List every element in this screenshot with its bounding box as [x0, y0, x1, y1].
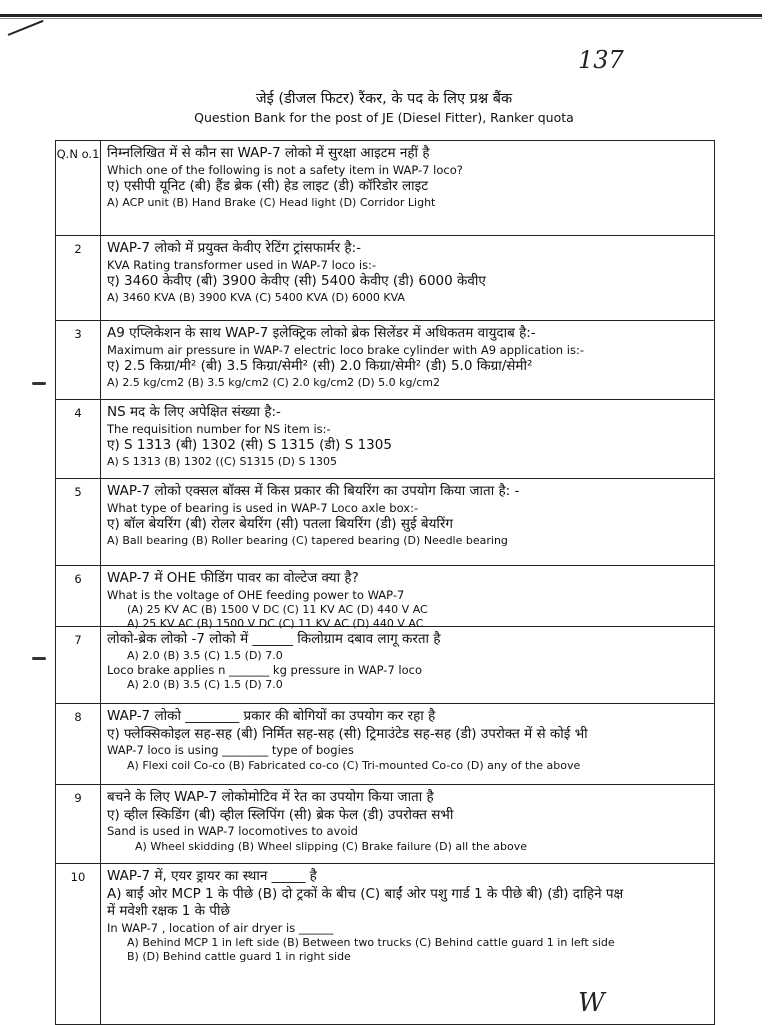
question-row [56, 478, 714, 565]
question-number: 5 [56, 479, 101, 565]
question-line: बचने के लिए WAP-7 लोकोमोटिव में रेत का उपयोग किया जाता है [107, 789, 434, 805]
question-content [101, 479, 714, 565]
question-row [56, 703, 714, 784]
punch-mark [32, 657, 46, 660]
question-line: ए) व्हील स्किडिंग (बी) व्हील स्लिपिंग (सी) ब्रेक फेल (डी) उपरोक्त सभी [107, 806, 454, 823]
question-line: A) Wheel skidding (B) Wheel slipping (C) Brake failure (D) all the above [135, 839, 527, 853]
question-line: ए) बॉल बेयरिंग (बी) रोलर बेयरिंग (सी) पतला बियरिंग (डी) सुई बेयरिंग [107, 516, 454, 532]
question-line: A) S 1313 (B) 1302 ((C) S1315 (D) S 1305 [107, 454, 337, 468]
question-number: 6 [56, 566, 101, 626]
question-line: A) 2.0 (B) 3.5 (C) 1.5 (D) 7.0 [127, 678, 283, 691]
question-number: 2 [56, 236, 101, 320]
question-number: 3 [56, 321, 101, 399]
question-line: WAP-7 में OHE फीडिंग पावर का वोल्टेज क्या है? [107, 570, 359, 586]
question-line: A9 एप्लिकेशन के साथ WAP-7 इलेक्ट्रिक लोको ब्रेक सिलेंडर में अधिकतम वायुदाब है:- [107, 325, 536, 341]
question-row [56, 235, 714, 320]
question-line: WAP-7 लोको एक्सल बॉक्स में किस प्रकार की बियरिंग का उपयोग किया जाता है: - [107, 483, 520, 499]
question-content [101, 704, 714, 784]
question-content [101, 864, 714, 1024]
question-number: 7 [56, 627, 101, 703]
question-line: A) ACP unit (B) Hand Brake (C) Head light (D) Corridor Light [107, 195, 436, 209]
question-line: WAP-7 में, एयर ड्रायर का स्थान _____ है [107, 868, 317, 884]
page-number: 137 [578, 46, 624, 74]
question-line: A) 25 KV AC (B) 1500 V DC (C) 11 KV AC (D) 440 V AC [127, 617, 424, 630]
question-line: निम्नलिखित में से कौन सा WAP-7 लोको में सुरक्षा आइटम नहीं है [107, 145, 430, 161]
question-line: B) (D) Behind cattle guard 1 in right side [127, 950, 351, 963]
question-content [101, 400, 714, 478]
pen-mark [8, 20, 44, 36]
question-line: में मवेशी रक्षक 1 के पीछे [107, 903, 230, 919]
question-number: 4 [56, 400, 101, 478]
question-line: ए) फ्लेक्सिकोइल सह-सह (बी) निर्मित सह-सह (सी) ट्रिमाउंटेड सह-सह (डी) उपरोक्त में से कोई भी [107, 725, 588, 742]
question-content [101, 321, 714, 399]
question-line: A) 3460 KVA (B) 3900 KVA (C) 5400 KVA (D) 6000 KVA [107, 290, 405, 304]
question-line: Sand is used in WAP-7 locomotives to avoid [107, 824, 358, 838]
question-line: WAP-7 लोको में प्रयुक्त केवीए रेटिंग ट्रांसफार्मर है:- [107, 240, 361, 256]
question-row [56, 565, 714, 630]
question-line: Loco brake applies n _______ kg pressure in WAP-7 loco [107, 662, 423, 677]
question-content [101, 141, 714, 235]
question-line: (A) 25 KV AC (B) 1500 V DC (C) 11 KV AC (D) 440 V AC [127, 603, 428, 616]
question-line: ए) 3460 केवीए (बी) 3900 केवीए (सी) 5400 केवीए (डी) 6000 केवीए [107, 273, 486, 289]
question-line: NS मद के लिए अपेक्षित संख्या है:- [107, 404, 281, 420]
title-hindi: जेई (डीजल फिटर) रैंकर, के पद के लिए प्रश्न बैंक [255, 91, 513, 107]
question-line: A) Ball bearing (B) Roller bearing (C) tapered bearing (D) Needle bearing [107, 533, 508, 547]
question-row [56, 784, 714, 863]
question-content [101, 566, 714, 630]
signature: W [578, 988, 605, 1018]
question-row [56, 626, 714, 703]
punch-mark [32, 382, 46, 385]
question-line: KVA Rating transformer used in WAP-7 loco is:- [107, 257, 377, 272]
top-border-line-2 [0, 18, 762, 19]
question-line: What type of bearing is used in WAP-7 Loco axle box:- [107, 500, 419, 515]
question-line: ए) 2.5 किग्रा/मी² (बी) 3.5 किग्रा/सेमी² (सी) 2.0 किग्रा/सेमी² (डी) 5.0 किग्रा/सेमी² [107, 358, 533, 374]
question-content [101, 785, 714, 863]
question-line: A) बाईं ओर MCP 1 के पीछे (B) दो ट्रकों के बीच (C) बाईं ओर पशु गार्ड 1 के पीछे बी) (डी) दाहिने पक्ष [107, 885, 624, 902]
question-row [56, 141, 714, 235]
question-line: A) 2.0 (B) 3.5 (C) 1.5 (D) 7.0 [127, 648, 283, 662]
question-line: What is the voltage of OHE feeding power to WAP-7 [107, 587, 405, 602]
question-row [56, 320, 714, 399]
question-line: ए) एसीपी यूनिट (बी) हैंड ब्रेक (सी) हेड लाइट (डी) कॉरिडोर लाइट [107, 178, 429, 194]
question-row [56, 399, 714, 478]
question-line: A) Behind MCP 1 in left side (B) Between two trucks (C) Behind cattle guard 1 in left side [127, 936, 615, 949]
question-row [56, 863, 714, 1024]
question-number: Q.N o.1 [56, 141, 101, 235]
question-line: ए) S 1313 (बी) 1302 (सी) S 1315 (डी) S 1305 [107, 437, 392, 453]
top-border-line [0, 14, 762, 17]
title-english: Question Bank for the post of JE (Diesel Fitter), Ranker quota [194, 110, 574, 125]
question-line: A) 2.5 kg/cm2 (B) 3.5 kg/cm2 (C) 2.0 kg/cm2 (D) 5.0 kg/cm2 [107, 375, 440, 389]
question-content [101, 236, 714, 320]
question-line: The requisition number for NS item is:- [107, 421, 331, 436]
question-line: WAP-7 लोको ________ प्रकार की बोगियों का उपयोग कर रहा है [107, 708, 436, 724]
question-line: Maximum air pressure in WAP-7 electric loco brake cylinder with A9 application is:- [107, 342, 584, 357]
question-line: लोको-ब्रेक लोको -7 लोको में ______ किलोग्राम दबाव लागू करता है [107, 631, 441, 647]
question-content [101, 627, 714, 703]
question-line: WAP-7 loco is using ________ type of bogies [107, 743, 354, 757]
question-number: 9 [56, 785, 101, 863]
question-line: In WAP-7 , location of air dryer is ______ [107, 920, 334, 935]
question-number: 10 [56, 864, 101, 1024]
question-number: 8 [56, 704, 101, 784]
question-line: A) Flexi coil Co-co (B) Fabricated co-co (C) Tri-mounted Co-co (D) any of the above [127, 758, 581, 772]
question-line: Which one of the following is not a safety item in WAP-7 loco? [107, 162, 463, 177]
question-table [55, 140, 715, 1025]
